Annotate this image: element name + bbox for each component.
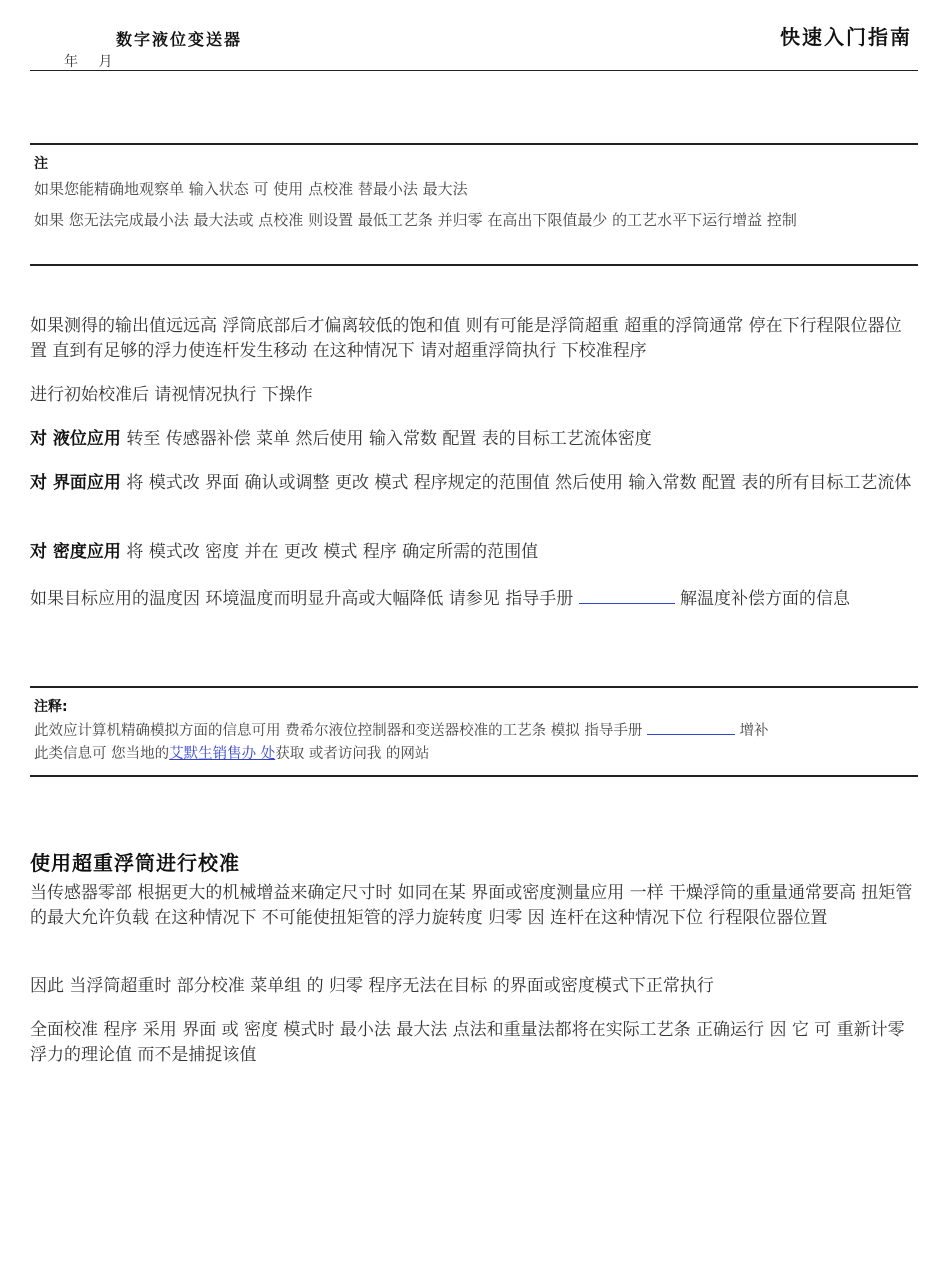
list-item-label: 对 液位应用 — [30, 429, 121, 449]
annotation-line-1 — [34, 720, 914, 743]
paragraph-after-calibration: 进行初始校准后 请视情况执行 下操作 — [30, 385, 313, 405]
list-item-label: 对 界面应用 — [30, 473, 121, 493]
sales-office-link[interactable]: 艾默生销售办 处 — [169, 746, 276, 762]
temperature-text-a: 如果目标应用的温度因 环境温度而明显升高或大幅降低 请参见 指导手册 — [30, 589, 574, 609]
list-item-density — [30, 540, 918, 565]
list-item-text: 将 模式改 界面 确认或调整 更改 模式 程序规定的范围值 然后使用 输入常数 配置 表的所有目标工艺流体 — [126, 473, 912, 493]
temperature-text-b: 解温度补偿方面的信息 — [680, 589, 851, 609]
annotation-line-2 — [34, 743, 914, 766]
note-line-2: 如果 您无法完成最小法 最大法或 点校准 则设置 最低工艺条 并归零 在高出下限值最少 的工艺水平下运行增益 控制 — [34, 211, 797, 229]
section-paragraph-1: 当传感器零部 根据更大的机械增益来确定尺寸时 如同在某 界面或密度测量应用 一样 干燥浮筒的重量通常要高 扭矩管的最大允许负载 在这种情况下 不可能使扭矩管的浮力旋转度 归零 因 连杆在这种情况下位 行程限位器位置 — [30, 883, 913, 928]
list-item-interface — [30, 471, 918, 496]
paragraph-temperature — [30, 587, 918, 612]
section-title: 使用超重浮筒进行校准 — [30, 851, 240, 875]
annotation-box — [30, 686, 918, 777]
guide-title: 快速入门指南 — [780, 25, 912, 49]
section-paragraph-3: 全面校准 程序 采用 界面 或 密度 模式时 最小法 最大法 点法和重量法都将在实际工艺条 正确运行 因 它 可 重新计零浮力的理论值 而不是捕捉该值 — [30, 1020, 905, 1065]
annotation-text: 获取 或者访问我 的网站 — [275, 746, 430, 762]
note-line-1: 如果您能精确地观察单 输入状态 可 使用 点校准 替最小法 最大法 — [34, 180, 468, 198]
manual-reference-link[interactable] — [647, 720, 735, 735]
document-date: 年 月 — [64, 54, 121, 70]
annotation-title: 注释: — [34, 699, 68, 715]
section-paragraph-2: 因此 当浮筒超重时 部分校准 菜单组 的 归零 程序无法在目标 的界面或密度模式下正常执行 — [30, 976, 714, 996]
annotation-text-supplement: 增补 — [739, 723, 769, 739]
list-item-text: 将 模式改 密度 并在 更改 模式 程序 确定所需的范围值 — [126, 542, 539, 562]
annotation-text: 此类信息可 您当地的 — [34, 746, 170, 762]
manual-reference-link[interactable] — [579, 587, 675, 604]
paragraph-overweight-displacer: 如果测得的输出值远远高 浮筒底部后才偏离较低的饱和值 则有可能是浮筒超重 超重的浮筒通常 停在下行程限位器位置 直到有足够的浮力使连杆发生移动 在这种情况下 请对超重浮筒执行 下校准程序 — [30, 316, 902, 361]
annotation-text: 此效应计算机精确模拟方面的信息可用 费希尔液位控制器和变送器校准的工艺条 模拟 指导手册 — [34, 723, 643, 739]
list-item-text: 转至 传感器补偿 菜单 然后使用 输入常数 配置 表的目标工艺流体密度 — [126, 429, 652, 449]
note-box — [30, 143, 918, 266]
header-divider — [30, 70, 918, 71]
product-name: 数字液位变送器 — [116, 30, 243, 49]
list-item-label: 对 密度应用 — [30, 542, 121, 562]
note-title: 注 — [34, 156, 48, 172]
list-item-level — [30, 427, 918, 452]
